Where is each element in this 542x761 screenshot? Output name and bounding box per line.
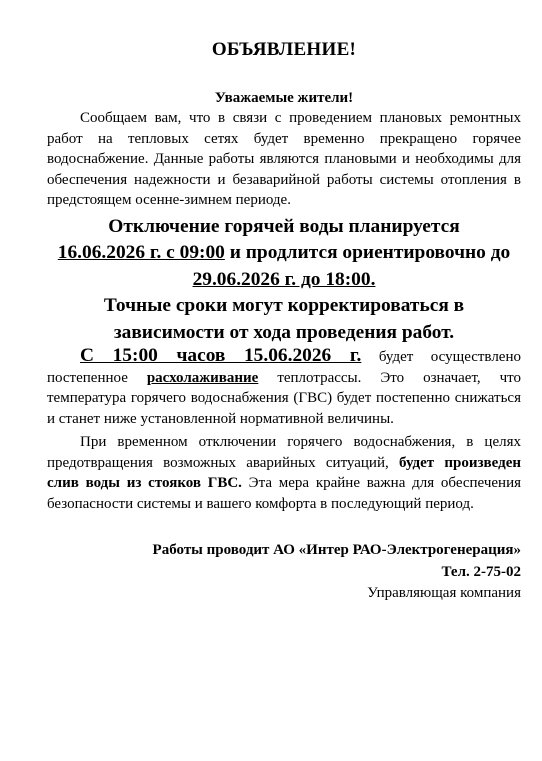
cooldown-start-time: С 15:00 часов 15.06.2026 г.: [80, 345, 362, 366]
paragraph-cooldown: [47, 346, 521, 429]
outage-schedule: [47, 214, 521, 294]
drain-emphasis: будет произведен слив воды из стояков ГВС.: [47, 454, 522, 491]
cooldown-text-a: будет осуществлено постепенное: [47, 349, 521, 386]
footer-organization: Управляющая компания: [367, 585, 521, 601]
outage-end-date: 29.06.2026 г. до 18:00.: [192, 268, 376, 290]
footer-phone: Тел. 2-75-02: [441, 563, 521, 580]
paragraph-drain: [47, 432, 521, 514]
drain-text-a: При временном отключении горячего водоснабжения, в целях предотвращения возможных аварийных ситуаций,: [47, 434, 521, 471]
outage-schedule-middle: и продлится ориентировочно до: [224, 242, 511, 263]
schedule-disclaimer: Точные сроки могут корректироваться в зависимости от хода проведения работ.: [103, 295, 465, 343]
footer-contractor: Работы проводит АО «Интер РАО-Электрогенерация»: [152, 542, 521, 558]
paragraph-intro: Сообщаем вам, что в связи с проведением плановых ремонтных работ на тепловых сетях будет временно прекращено горячее водоснабжение. Данные работы являются плановыми и необходимы для обеспечения надежности и безаварийной работы системы отопления в предстоящем осенне-зимнем периоде.: [47, 110, 521, 208]
outage-schedule-lead: Отключение горячей воды планируется: [108, 215, 460, 237]
greeting: Уважаемые жители!: [214, 90, 354, 106]
notice-title: ОБЪЯВЛЕНИЕ!: [211, 39, 357, 60]
outage-start-date: 16.06.2026 г. с 09:00: [57, 242, 225, 263]
footer: [47, 540, 521, 605]
drain-text-b: Эта мера крайне важна для обеспечения безопасности системы и вашего комфорта в последующий период.: [47, 475, 521, 512]
cooldown-text-b: теплотрассы. Это означает, что температура горячего водоснабжения (ГВС) будет постепенно снижаться и станет ниже установленной нормативной величины.: [47, 369, 521, 427]
cooldown-term: расхолаживание: [146, 369, 259, 386]
